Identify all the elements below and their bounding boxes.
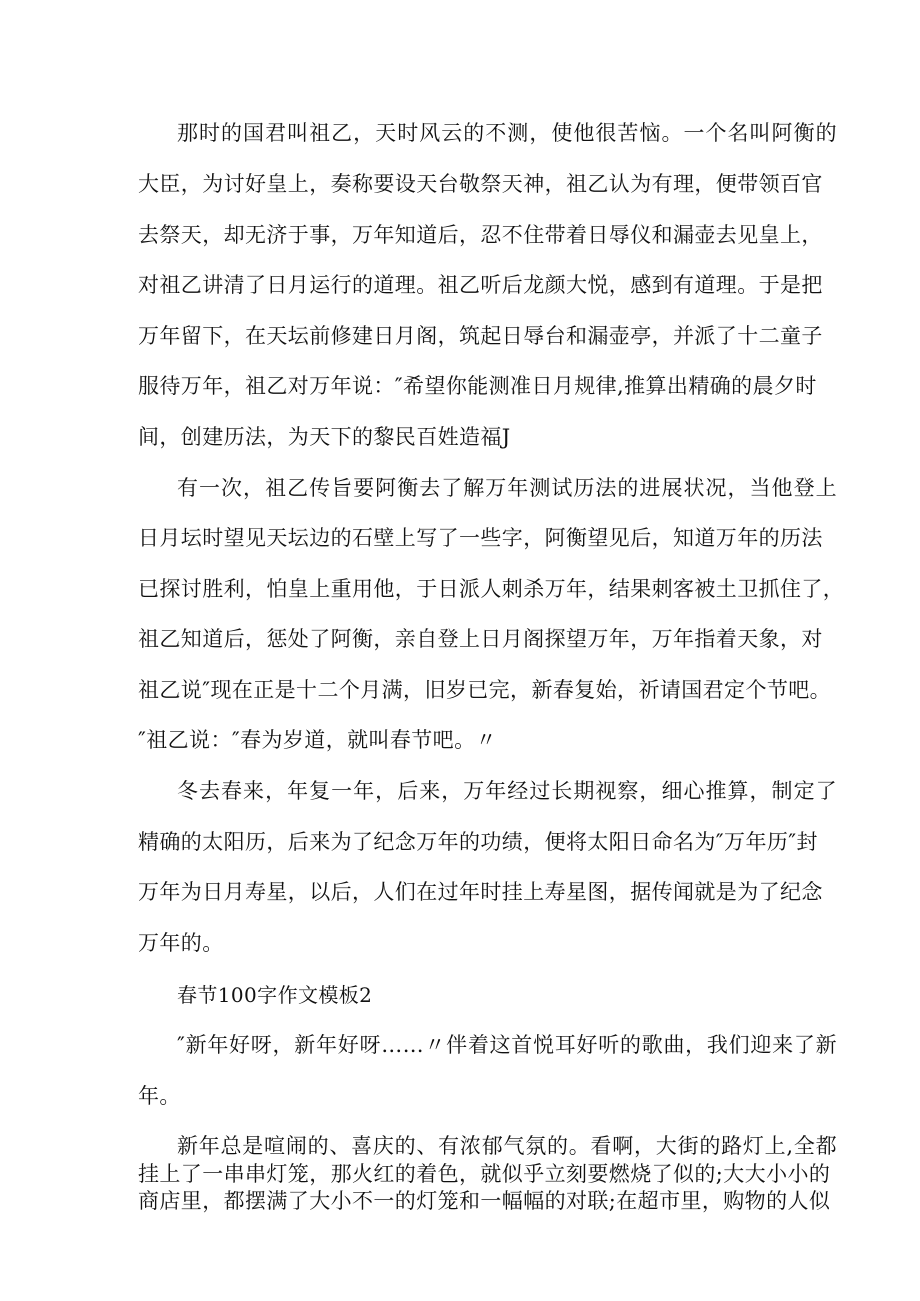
text-line: 对祖乙讲清了日月运行的道理。祖乙听后龙颜大悦，感到有道理。于是把 [138, 273, 823, 297]
text-line: 那时的国君叫祖乙，天时风云的不测，使他很苦恼。一个名叫阿衡的 [177, 121, 837, 145]
text-line: 间，创建历法，为天下的黎民百姓造福J [138, 425, 511, 449]
section-heading: 春节100字作文模板2 [177, 983, 373, 1007]
text-line: 去祭天，却无济于事，万年知道后，忍不住带着日辱仪和漏壶去见皇上， [138, 223, 823, 247]
text-line: 万年留下，在天坛前修建日月阁，筑起日辱台和漏壶亭，并派了十二童子 [138, 324, 823, 348]
text-line: ″祖乙说：″春为岁道，就叫春节吧。〃 [138, 728, 497, 752]
text-line: 祖乙知道后，惩处了阿衡，亲自登上日月阁探望万年，万年指着天象，对 [138, 627, 823, 651]
text-line: 已探讨胜利，怕皇上重用他，于日派人刺杀万年，结果刺客被土卫抓住了， [138, 577, 845, 601]
text-line: 有一次，祖乙传旨要阿衡去了解万年测试历法的进展状况，当他登上 [177, 476, 837, 500]
text-line: 年。 [138, 1084, 181, 1108]
text-line: 冬去春来，年复一年，后来，万年经过长期视察，细心推算，制定了 [177, 779, 837, 803]
text-line: 日月坛时望见天坛边的石壁上写了一些字，阿衡望见后，知道万年的历法 [138, 526, 823, 550]
text-line: 大臣，为讨好皇上，奏称要设天台敬祭天神，祖乙认为有理，便带领百官 [138, 172, 823, 196]
text-line: 新年总是喧闹的、喜庆的、有浓郁气氛的。看啊，大街的路灯上,全都 [177, 1134, 837, 1158]
text-line: 挂上了一串串灯笼，那火红的着色，就似乎立刻要燃烧了似的;大大小小的 [138, 1162, 831, 1186]
text-line: 万年为日月寿星，以后，人们在过年时挂上寿星图，据传闻就是为了纪念 [138, 880, 823, 904]
text-line: 万年的。 [138, 931, 224, 955]
text-line: ″新年好呀，新年好呀……〃伴着这首悦耳好听的歌曲，我们迎来了新 [177, 1033, 837, 1057]
text-line: 精确的太阳历，后来为了纪念万年的功绩，便将太阳日命名为″万年历″封 [138, 830, 818, 854]
text-line: 祖乙说″现在正是十二个月满，旧岁已完，新春复始，祈请国君定个节吧。 [138, 678, 832, 702]
text-line: 商店里，都摆满了大小不一的灯笼和一幅幅的对联;在超市里，购物的人似 [138, 1189, 831, 1213]
text-line: 服待万年，祖乙对万年说：″希望你能测准日月规律,推算出精确的晨夕时 [138, 374, 817, 398]
